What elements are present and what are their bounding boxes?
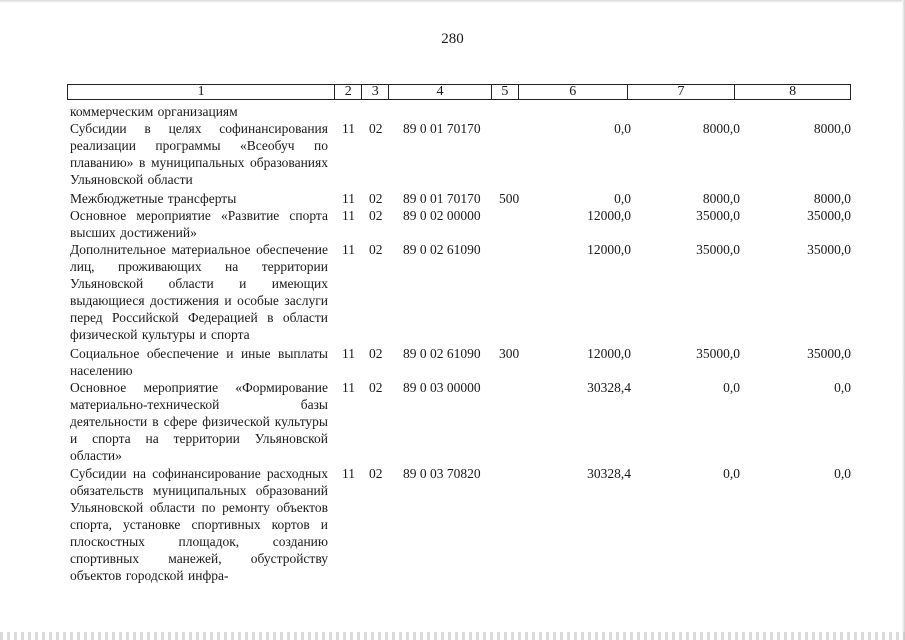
header-col-3: 3 <box>361 85 388 99</box>
row-value-col7: 0,0 <box>723 466 740 481</box>
scan-edge-top <box>0 0 905 3</box>
row-value-col6: 12000,0 <box>587 242 631 257</box>
row-subsection: 02 <box>369 208 383 223</box>
row-name: Социальное обеспечение и иные выплаты населению <box>70 346 328 378</box>
row-section: 11 <box>342 346 355 361</box>
row-value-col7: 8000,0 <box>702 121 740 136</box>
page-number: 280 <box>441 31 464 47</box>
row-value-col7: 35000,0 <box>696 208 740 223</box>
row-target-article: 89 0 03 70820 <box>403 466 481 481</box>
table-header-row <box>67 84 851 100</box>
row-value-col6: 30328,4 <box>587 466 631 481</box>
row-subsection: 02 <box>369 380 383 395</box>
row-target-article: 89 0 01 70170 <box>403 121 481 136</box>
row-subsection: 02 <box>369 466 383 481</box>
row-value-col6: 0,0 <box>614 191 631 206</box>
row-name: Межбюджетные трансферты <box>70 191 237 206</box>
scan-edge-bottom <box>0 632 905 640</box>
header-col-1: 1 <box>197 84 205 99</box>
row-target-article: 89 0 03 00000 <box>403 380 481 395</box>
row-section: 11 <box>342 242 355 257</box>
row-value-col7: 8000,0 <box>702 191 740 206</box>
row-target-article: 89 0 02 61090 <box>403 242 481 257</box>
row-name: Субсидии на софинансирование расходных обязательств муниципальных образований Ульяновской области по ремонту объектов спорта, установке спортивных кортов и плоскостных площадок, созданию спортивных манежей, обустройству объектов городской инфра- <box>70 466 328 583</box>
row-target-article: 89 0 02 61090 <box>403 346 481 361</box>
row-value-col6: 30328,4 <box>587 380 631 395</box>
row-value-col8: 0,0 <box>834 380 851 395</box>
row-section: 11 <box>342 380 355 395</box>
row-value-col8: 35000,0 <box>807 242 851 257</box>
row-value-col6: 12000,0 <box>587 346 631 361</box>
header-col-6: 6 <box>518 85 627 99</box>
row-target-article: 89 0 01 70170 <box>403 191 481 206</box>
row-subsection: 02 <box>369 191 383 206</box>
header-col-2: 2 <box>334 85 361 99</box>
row-value-col8: 35000,0 <box>807 346 851 361</box>
row-value-col8: 8000,0 <box>813 121 851 136</box>
row-name: Дополнительное материальное обеспечение лиц, проживающих на территории Ульяновской области и имеющих выдающиеся достижения и особые заслуги перед Российской Федерацией в области физической культуры и спорта <box>70 242 328 342</box>
row-subsection: 02 <box>369 346 383 361</box>
row-subsection: 02 <box>369 121 383 136</box>
header-col-5: 5 <box>491 85 518 99</box>
row-value-col8: 35000,0 <box>807 208 851 223</box>
row-name: коммерческим организациям <box>70 104 238 119</box>
row-subsection: 02 <box>369 242 383 257</box>
header-col-4: 4 <box>388 85 491 99</box>
row-value-col6: 12000,0 <box>587 208 631 223</box>
header-col-8: 8 <box>734 85 850 99</box>
row-value-col6: 0,0 <box>614 121 631 136</box>
row-value-col7: 0,0 <box>723 380 740 395</box>
row-target-article: 89 0 02 00000 <box>403 208 481 223</box>
row-value-col8: 8000,0 <box>813 191 851 206</box>
row-expense-type: 500 <box>499 191 520 206</box>
row-value-col8: 0,0 <box>834 466 851 481</box>
row-section: 11 <box>342 191 355 206</box>
row-value-col7: 35000,0 <box>696 346 740 361</box>
row-section: 11 <box>342 208 355 223</box>
header-col-7: 7 <box>627 85 735 99</box>
row-section: 11 <box>342 121 355 136</box>
row-expense-type: 300 <box>499 346 520 361</box>
row-name: Основное мероприятие «Формирование материально-технической базы деятельности в сфере физической культуры и спорта на территории Ульяновской области» <box>70 380 328 463</box>
row-name: Субсидии в целях софинансирования реализации программы «Всеобуч по плаванию» в муниципальных образованиях Ульяновской области <box>70 121 328 187</box>
row-value-col7: 35000,0 <box>696 242 740 257</box>
row-section: 11 <box>342 466 355 481</box>
row-name: Основное мероприятие «Развитие спорта высших достижений» <box>70 208 328 240</box>
